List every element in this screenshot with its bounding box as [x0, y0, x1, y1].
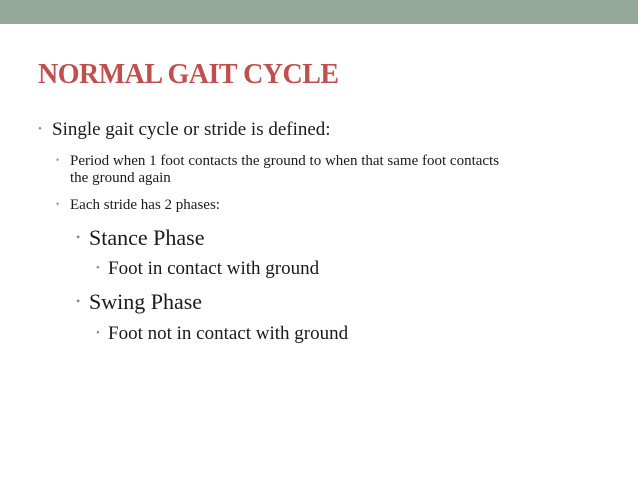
bullet-dot-icon: • — [56, 155, 60, 165]
bullet-level3-stance-phase — [76, 223, 204, 252]
bullet-level1-gait-cycle-definition — [38, 117, 331, 142]
bullet-dot-icon: • — [76, 294, 81, 308]
bullet-text: Stance Phase — [89, 225, 205, 250]
bullet-level3-swing-phase — [76, 287, 202, 316]
bullet-dot-icon: • — [96, 262, 100, 274]
bullet-text: the ground again — [70, 170, 171, 186]
bullet-dot-icon: • — [56, 199, 60, 209]
bullet-dot-icon: • — [38, 123, 42, 135]
bullet-level2-period-definition-continuation — [70, 168, 171, 188]
bullet-dot-icon: • — [76, 230, 81, 244]
bullet-text: Each stride has 2 phases: — [70, 197, 220, 213]
bullet-text: Foot not in contact with ground — [108, 323, 349, 344]
bullet-level4-swing-description — [96, 321, 348, 346]
top-accent-bar — [0, 0, 638, 24]
slide-title: NORMAL GAIT CYCLE — [38, 59, 339, 90]
bullet-text: Swing Phase — [89, 289, 203, 314]
bullet-text: Foot in contact with ground — [108, 258, 320, 279]
bullet-level2-stride-phases — [56, 194, 220, 215]
bullet-level4-stance-description — [96, 256, 319, 281]
bullet-text: Period when 1 foot contacts the ground to when that same foot contacts — [70, 153, 500, 169]
bullet-dot-icon: • — [96, 327, 100, 339]
bullet-text: Single gait cycle or stride is defined: — [52, 119, 331, 140]
